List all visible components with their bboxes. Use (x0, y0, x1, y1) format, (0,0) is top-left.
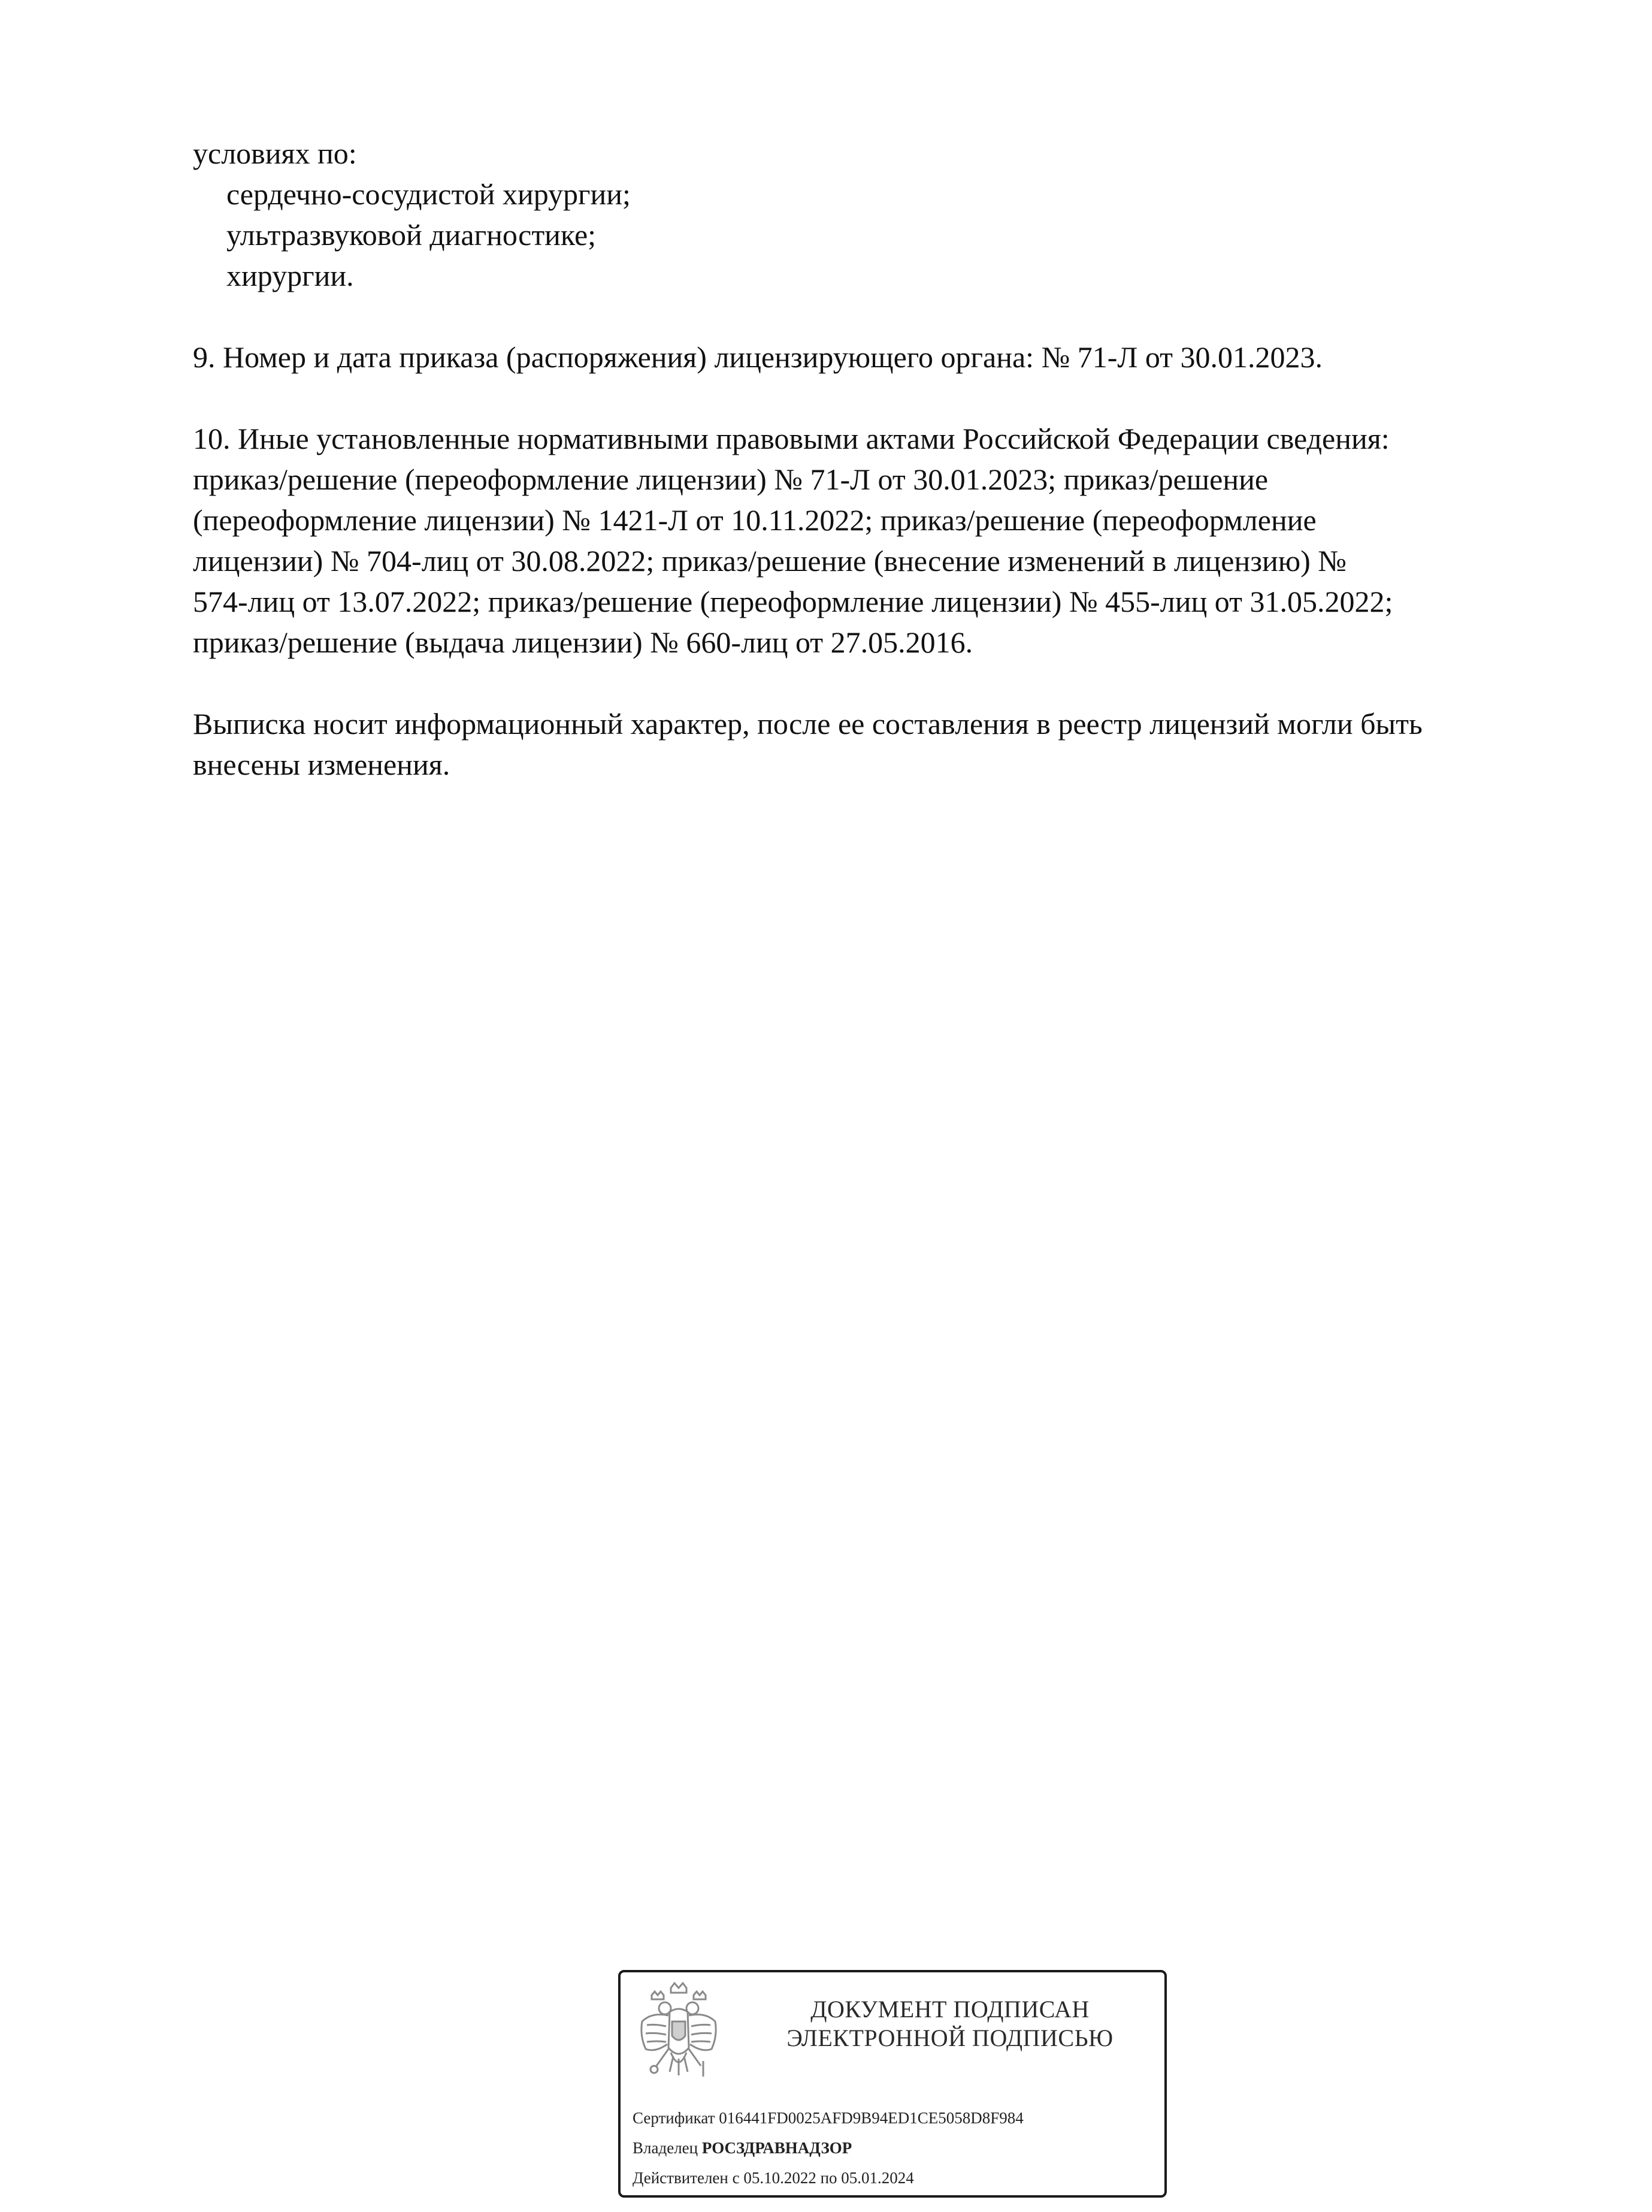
condition-item: хирургии. (226, 259, 354, 292)
conditions-intro: условиях по: (193, 137, 357, 170)
stamp-title-line-2: ЭЛЕКТРОННОЙ ПОДПИСЬЮ (786, 2024, 1114, 2051)
owner-value: РОСЗДРАВНАДЗОР (701, 2139, 852, 2157)
certificate-value: 016441FD0025AFD9B94ED1CE5058D8F984 (719, 2109, 1024, 2127)
paragraph-spacer (193, 377, 1594, 418)
paragraph-spacer (193, 296, 1594, 337)
document-body (193, 133, 1594, 785)
disclaimer-line: внесены изменения. (193, 748, 450, 781)
owner-row (633, 2138, 852, 2158)
other-info-line: приказ/решение (переоформление лицензии) № 71-Л от 30.01.2023; приказ/решение (193, 463, 1269, 496)
electronic-signature-stamp (618, 1970, 1167, 2198)
stamp-title-line-1: ДОКУМЕНТ ПОДПИСАН (810, 1996, 1090, 2023)
certificate-label: Сертификат (633, 2109, 715, 2127)
stamp-title (740, 1995, 1160, 2053)
other-info-line: 574-лиц от 13.07.2022; приказ/решение (переоформление лицензии) № 455-лиц от 31.05.2022; (193, 585, 1393, 618)
validity-row: Действителен с 05.10.2022 по 05.01.2024 (633, 2169, 914, 2187)
other-info-line: 10. Иные установленные нормативными правовыми актами Российской Федерации сведения: (193, 422, 1390, 455)
order-number-paragraph: 9. Номер и дата приказа (распоряжения) лицензирующего органа: № 71-Л от 30.01.2023. (193, 340, 1323, 374)
russian-coat-of-arms-icon (634, 1982, 724, 2089)
certificate-row (633, 2108, 1024, 2128)
other-info-line: приказ/решение (выдача лицензии) № 660-лиц от 27.05.2016. (193, 625, 973, 659)
other-info-line: (переоформление лицензии) № 1421-Л от 10.11.2022; приказ/решение (переоформление (193, 503, 1317, 537)
condition-item: ультразвуковой диагностике; (226, 218, 597, 252)
other-info-line: лицензии) № 704-лиц от 30.08.2022; приказ/решение (внесение изменений в лицензию) № (193, 544, 1347, 578)
owner-label: Владелец (633, 2139, 698, 2157)
paragraph-spacer (193, 663, 1594, 703)
condition-item: сердечно-сосудистой хирургии; (226, 177, 631, 211)
disclaimer-line: Выписка носит информационный характер, после ее составления в реестр лицензий могли быть (193, 707, 1423, 741)
